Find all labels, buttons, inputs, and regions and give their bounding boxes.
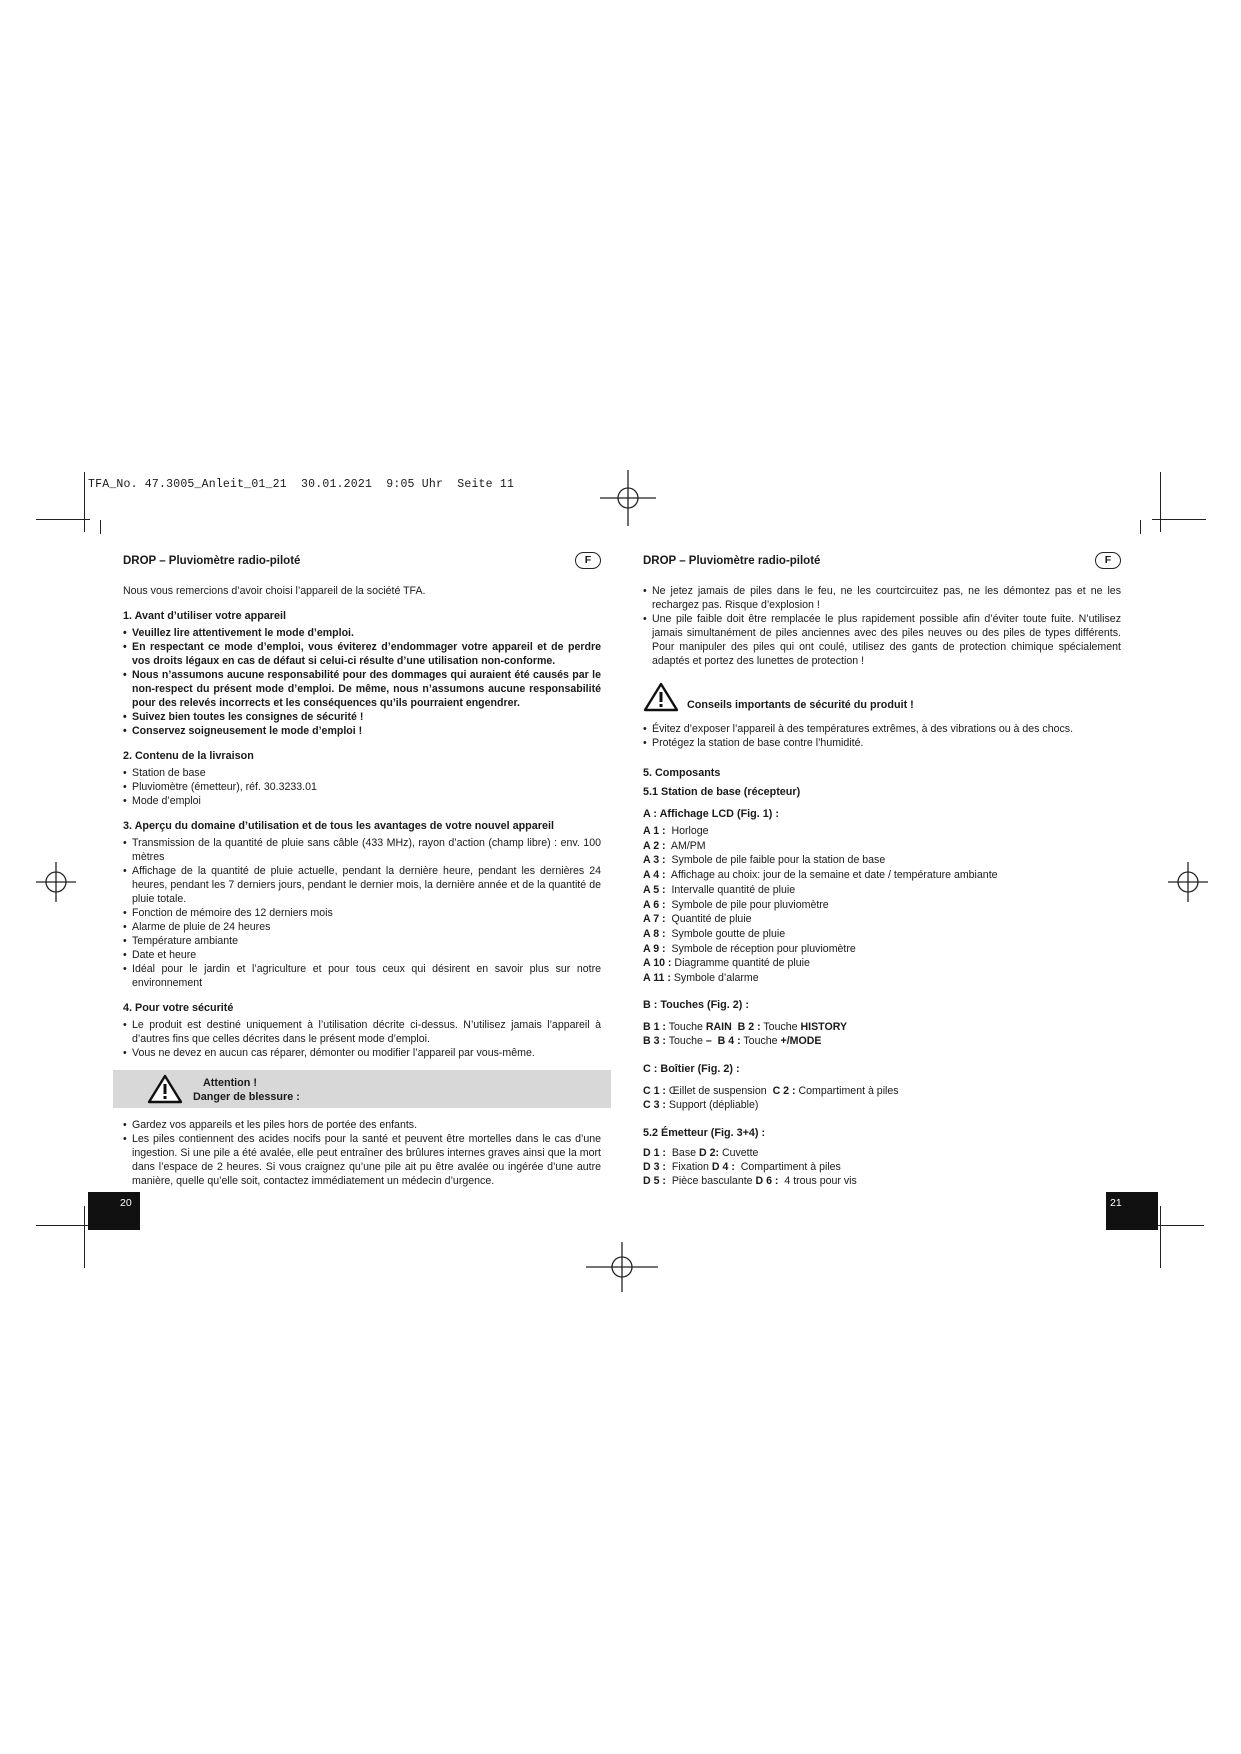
list-item: • Évitez d’exposer l’appareil à des températures extrêmes, à des vibrations ou à des chocs. <box>643 722 1121 736</box>
item-value: Horloge <box>671 825 709 837</box>
page-number-box <box>1106 1192 1158 1230</box>
list-item: • Transmission de la quantité de pluie sans câble (433 MHz), rayon d’action (champ libre) : env. 100 mètres <box>123 836 601 864</box>
page-number-box <box>88 1192 140 1230</box>
item-key: D 1 : <box>643 1146 666 1159</box>
registration-mark-icon <box>586 1242 658 1292</box>
item-key: A 1 : <box>643 825 666 837</box>
warning-icon <box>147 1074 183 1104</box>
item-key: D 4 : <box>711 1160 735 1173</box>
attention-subtitle: Danger de blessure : <box>193 1091 300 1103</box>
list-item: • Gardez vos appareils et les piles hors de portée des enfants. <box>123 1118 601 1132</box>
item-value: Symbole de pile pour pluviomètre <box>671 898 829 911</box>
group-heading: B : Touches (Fig. 2) : <box>643 998 749 1011</box>
item-key: A 4 : <box>643 869 666 882</box>
registration-mark-icon <box>36 862 76 902</box>
group-heading: 5.2 Émetteur (Fig. 3+4) : <box>643 1126 766 1139</box>
list-item <box>643 927 1121 942</box>
item-key: D 3 : <box>643 1160 666 1173</box>
item-value: Compartiment à piles <box>798 1084 899 1097</box>
item-key: C 2 : <box>772 1084 796 1097</box>
subsection-heading: 5.1 Station de base (récepteur) <box>643 786 801 798</box>
key-label: RAIN <box>705 1020 732 1033</box>
item-key: A 7 : <box>643 913 666 926</box>
item-value: Symbole d’alarme <box>673 972 759 985</box>
item-key: D 6 : <box>755 1174 779 1187</box>
item-key: D 5 : <box>643 1174 666 1187</box>
section-heading: 1. Avant d’utiliser votre appareil <box>123 610 287 622</box>
item-value: Compartiment à piles <box>740 1160 841 1173</box>
list-item: • Idéal pour le jardin et l’agriculture et pour tous ceux qui désirent en savoir plus sur notre environnement <box>123 962 601 990</box>
list-item: • Alarme de pluie de 24 heures <box>123 920 601 934</box>
item-value: Symbole de réception pour pluviomètre <box>671 942 856 955</box>
section-heading: 5. Composants <box>643 767 721 779</box>
registration-mark-icon <box>600 470 656 526</box>
item-key: C 1 : <box>643 1084 666 1097</box>
list-item: • En respectant ce mode d’emploi, vous éviterez d’endommager votre appareil et de perdre vos droits légaux en cas de défaut si celui-ci résulte d’une utilisation non-conforme. <box>123 640 601 668</box>
list-item: • Suivez bien toutes les consignes de sécurité ! <box>123 710 601 724</box>
item-value: Touche <box>743 1034 778 1047</box>
item-value: Fixation <box>671 1160 709 1173</box>
item-key: B 3 : <box>643 1034 666 1047</box>
group-heading: A : Affichage LCD (Fig. 1) : <box>643 808 779 820</box>
list-item: • Station de base <box>123 766 601 780</box>
crop-mark <box>36 519 90 520</box>
list-item <box>643 942 1121 957</box>
item-value: Cuvette <box>721 1146 759 1159</box>
attention-box <box>113 1070 611 1108</box>
item-value: Base <box>671 1146 697 1159</box>
item-key: C 3 : <box>643 1098 666 1111</box>
crop-mark <box>1140 520 1141 534</box>
list-item <box>643 1084 1121 1098</box>
list-item: • Conservez soigneusement le mode d’emploi ! <box>123 724 601 738</box>
list-item <box>643 1034 1121 1048</box>
right-page <box>643 554 1121 1188</box>
list-item: • Mode d’emploi <box>123 794 601 808</box>
section-heading: 2. Contenu de la livraison <box>123 750 254 762</box>
item-value: AM/PM <box>670 839 706 852</box>
item-key: A 3 : <box>643 854 666 867</box>
list-item <box>643 1146 1121 1160</box>
item-value: Affichage au choix: jour de la semaine et date / température ambiante <box>670 869 998 882</box>
key-label: HISTORY <box>800 1020 848 1033</box>
safety-heading: Conseils importants de sécurité du produit ! <box>687 699 914 711</box>
list-item <box>643 971 1121 986</box>
item-value: 4 trous pour vis <box>784 1174 857 1187</box>
intro-text: Nous vous remercions d’avoir choisi l’appareil de la société TFA. <box>123 585 426 597</box>
list-item: • Fonction de mémoire des 12 derniers mois <box>123 906 601 920</box>
item-key: A 11 : <box>643 972 671 985</box>
crop-mark <box>84 1206 85 1268</box>
list-item <box>643 956 1121 971</box>
section-heading: 4. Pour votre sécurité <box>123 1002 234 1014</box>
item-value: Symbole de pile faible pour la station de base <box>671 854 886 867</box>
item-value: Touche <box>668 1034 703 1047</box>
list-item <box>643 912 1121 927</box>
list-item: • Vous ne devez en aucun cas réparer, démonter ou modifier l’appareil par vous-même. <box>123 1046 601 1060</box>
language-badge: F <box>1095 552 1121 569</box>
key-label: – <box>705 1034 712 1047</box>
crop-mark <box>1160 1206 1161 1268</box>
print-slug: TFA_No. 47.3005_Anleit_01_21 30.01.2021 9:05 Uhr Seite 11 <box>88 478 515 491</box>
list-item <box>643 868 1121 883</box>
item-value: Symbole goutte de pluie <box>671 927 786 940</box>
item-key: D 2: <box>698 1146 719 1159</box>
list-item <box>643 839 1121 854</box>
crop-mark <box>100 520 101 534</box>
page-number: 21 <box>1110 1197 1122 1209</box>
page-number: 20 <box>120 1197 132 1209</box>
list-item <box>643 824 1121 839</box>
list-item <box>643 1020 1121 1034</box>
list-item: • Affichage de la quantité de pluie actuelle, pendant la dernière heure, pendant les dernières 24 heures, pendant les 7 derniers jours, pendant le dernier mois, la dernière année et de la quantité de pluie totale. <box>123 864 601 906</box>
list-item <box>643 1174 1121 1188</box>
crop-mark <box>1150 1225 1204 1226</box>
item-key: A 8 : <box>643 927 666 940</box>
attention-title: Attention ! <box>203 1077 257 1089</box>
list-item: • Température ambiante <box>123 934 601 948</box>
list-item <box>643 1160 1121 1174</box>
lcd-items-list <box>643 824 1121 986</box>
crop-mark <box>84 472 85 532</box>
item-value: Quantité de pluie <box>671 913 752 926</box>
key-label: +/MODE <box>780 1034 822 1047</box>
warning-icon <box>643 682 679 712</box>
item-value: Pièce basculante <box>671 1174 753 1187</box>
list-item: • Ne jetez jamais de piles dans le feu, ne les courtcircuitez pas, ne les démontez pas et ne les rechargez pas. Risque d’explosion ! <box>643 584 1121 612</box>
item-key: A 9 : <box>643 942 666 955</box>
item-key: A 10 : <box>643 957 672 970</box>
item-key: B 2 : <box>737 1020 761 1033</box>
list-item: • Date et heure <box>123 948 601 962</box>
item-value: Support (dépliable) <box>668 1098 759 1111</box>
list-item: • Nous n’assumons aucune responsabilité pour des dommages qui auraient été causés par le non-respect du présent mode d’emploi. De même, nous n’assumons aucune responsabilité pour des relevés incorrects et les conséquences qu’ils pourraient engendrer. <box>123 668 601 710</box>
registration-mark-icon <box>1168 862 1208 902</box>
section-heading: 3. Aperçu du domaine d’utilisation et de tous les avantages de votre nouvel appareil <box>123 820 554 832</box>
item-key: B 4 : <box>717 1034 741 1047</box>
list-item: • Les piles contiennent des acides nocifs pour la santé et peuvent être mortelles dans le cas d’une ingestion. Si une pile a été avalée, elle peut entraîner des brûlures internes graves ainsi que la mort dans l’espace de 2 heures. Si vous craignez qu’une pile ait pu être avalée ou ingérée d’une autre manière, quelle qu’elle soit, contactez immédiatement un médecin d’urgence. <box>123 1132 601 1188</box>
list-item: • Protégez la station de base contre l’humidité. <box>643 736 1121 750</box>
item-value: Touche <box>668 1020 703 1033</box>
item-key: A 5 : <box>643 883 666 896</box>
safety-notice <box>643 682 1121 716</box>
item-value: Diagramme quantité de pluie <box>674 957 810 970</box>
list-item: • Pluviomètre (émetteur), réf. 30.3233.01 <box>123 780 601 794</box>
list-item: • Le produit est destiné uniquement à l’utilisation décrite ci-dessus. N’utilisez jamais l’appareil à d’autres fins que celles décrites dans le présent mode d’emploi. <box>123 1018 601 1046</box>
list-item: • Une pile faible doit être remplacée le plus rapidement possible afin d’éviter toute fuite. N’utilisez jamais simultanément de piles anciennes avec des piles neuves ou des piles de types différents. Pour manipuler des piles qui ont coulé, utilisez des gants de protection chimique spécialement adaptés et portez des lunettes de protection ! <box>643 612 1121 668</box>
item-key: A 6 : <box>643 898 666 911</box>
crop-mark <box>1152 519 1206 520</box>
list-item <box>643 853 1121 868</box>
crop-mark <box>1160 472 1161 532</box>
item-value: Touche <box>763 1020 798 1033</box>
page-title: DROP – Pluviomètre radio-piloté <box>643 555 821 567</box>
item-value: Œillet de suspension <box>668 1084 767 1097</box>
crop-mark <box>36 1225 90 1226</box>
group-heading: C : Boîtier (Fig. 2) : <box>643 1062 740 1075</box>
item-value: Intervalle quantité de pluie <box>671 883 796 896</box>
list-item: • Veuillez lire attentivement le mode d’emploi. <box>123 626 601 640</box>
item-key: A 2 : <box>643 839 666 852</box>
list-item <box>643 883 1121 898</box>
list-item <box>643 898 1121 913</box>
item-key: B 1 : <box>643 1020 666 1033</box>
left-page <box>123 554 601 1188</box>
page-title: DROP – Pluviomètre radio-piloté <box>123 555 301 567</box>
language-badge: F <box>575 552 601 569</box>
list-item <box>643 1098 1121 1112</box>
